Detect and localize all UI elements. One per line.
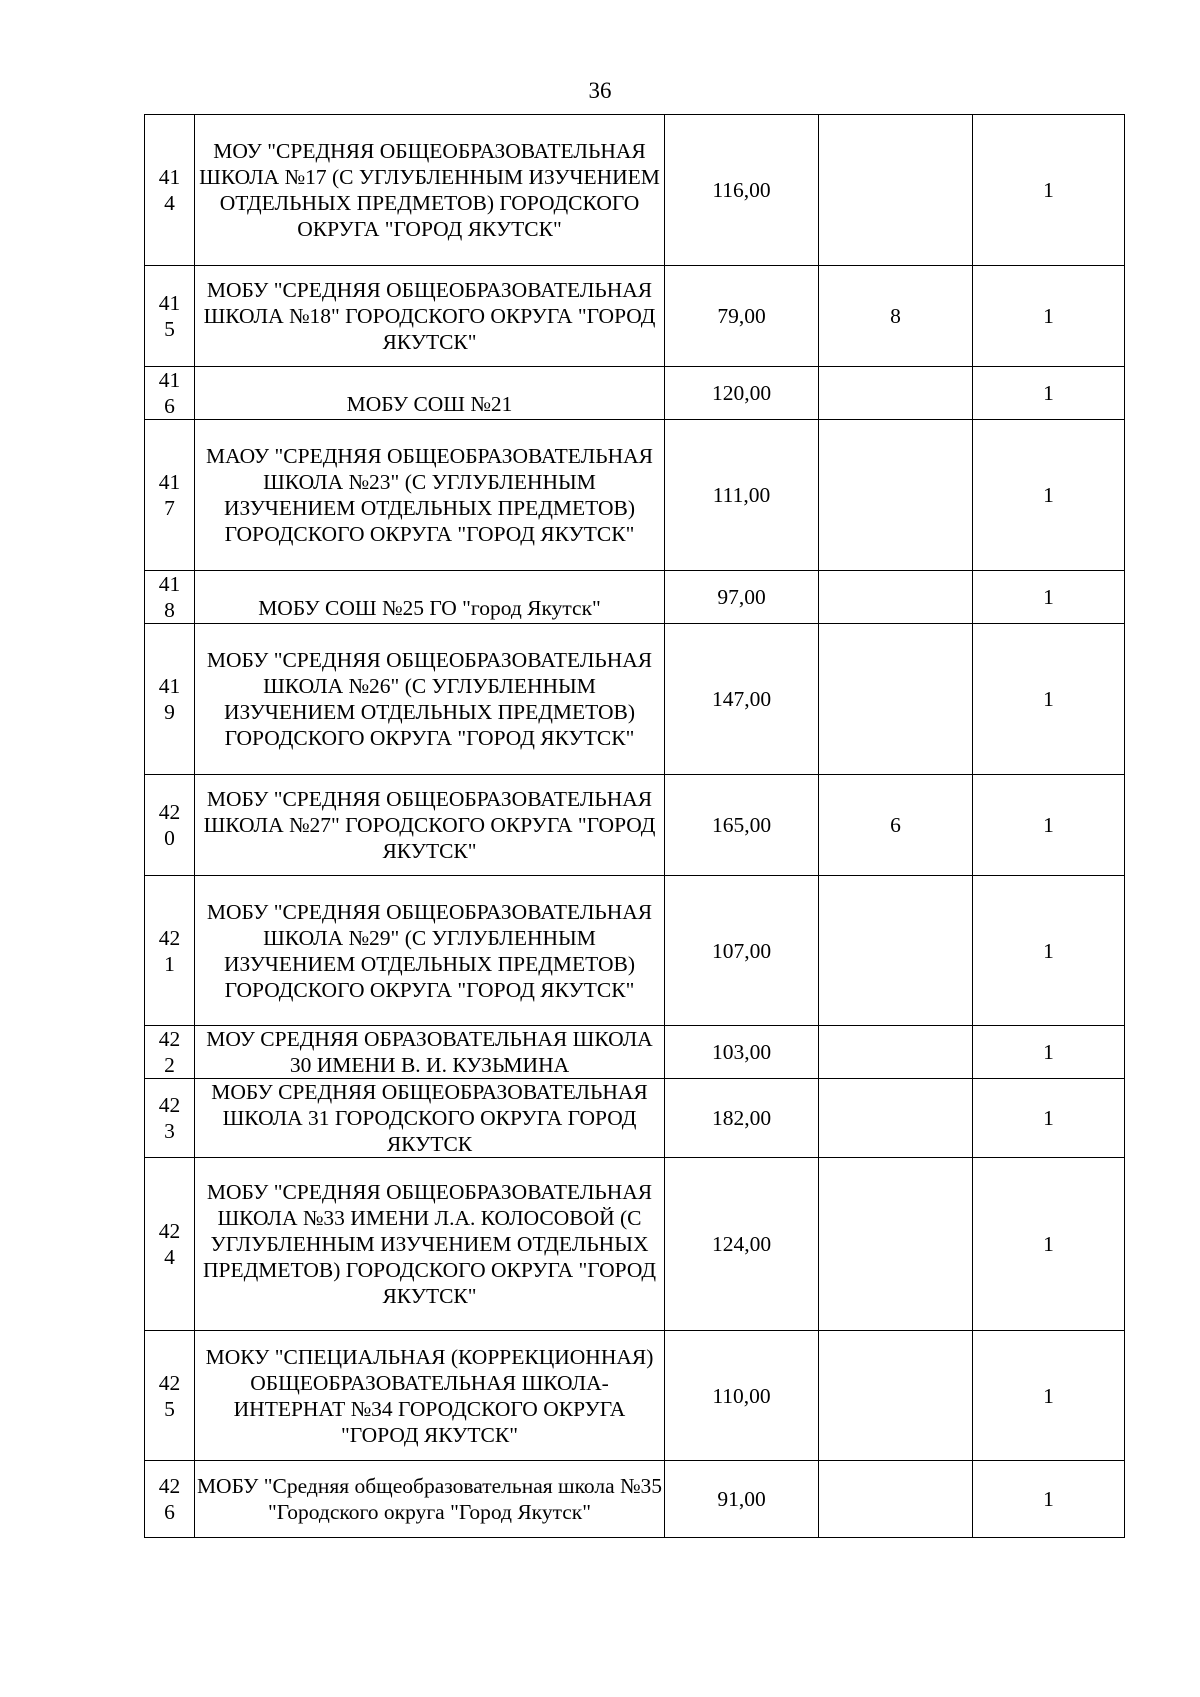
count-value: 1	[973, 1158, 1125, 1331]
table-row	[145, 1158, 1125, 1331]
area-value: 116,00	[665, 115, 819, 266]
extra-value: 6	[819, 775, 973, 876]
table-row	[145, 775, 1125, 876]
page-number: 36	[588, 78, 612, 103]
school-name: МОУ СРЕДНЯЯ ОБРАЗОВАТЕЛЬНАЯ ШКОЛА 30 ИМЕНИ В. И. КУЗЬМИНА	[195, 1026, 665, 1079]
area-value: 107,00	[665, 876, 819, 1026]
count-value: 1	[973, 571, 1125, 624]
table-row	[145, 266, 1125, 367]
count-value: 1	[973, 266, 1125, 367]
area-value: 97,00	[665, 571, 819, 624]
area-value: 147,00	[665, 624, 819, 775]
count-value: 1	[973, 775, 1125, 876]
row-number: 41 6	[145, 367, 195, 420]
row-number: 42 4	[145, 1158, 195, 1331]
school-name: МОБУ "СРЕДНЯЯ ОБЩЕОБРАЗОВАТЕЛЬНАЯ ШКОЛА №18" ГОРОДСКОГО ОКРУГА "ГОРОД ЯКУТСК"	[195, 266, 665, 367]
row-number: 42 5	[145, 1331, 195, 1461]
area-value: 124,00	[665, 1158, 819, 1331]
area-value: 110,00	[665, 1331, 819, 1461]
school-name: МОБУ СОШ №21	[195, 367, 665, 420]
table-row	[145, 876, 1125, 1026]
school-name: МОБУ "СРЕДНЯЯ ОБЩЕОБРАЗОВАТЕЛЬНАЯ ШКОЛА №29" (С УГЛУБЛЕННЫМ ИЗУЧЕНИЕМ ОТДЕЛЬНЫХ ПРЕДМЕТОВ) ГОРОДСКОГО ОКРУГА "ГОРОД ЯКУТСК"	[195, 876, 665, 1026]
count-value: 1	[973, 115, 1125, 266]
extra-value	[819, 1331, 973, 1461]
extra-value	[819, 420, 973, 571]
table-row	[145, 1331, 1125, 1461]
schools-table	[144, 114, 1125, 1538]
count-value: 1	[973, 1461, 1125, 1538]
table-row	[145, 420, 1125, 571]
extra-value: 8	[819, 266, 973, 367]
extra-value	[819, 1026, 973, 1079]
count-value: 1	[973, 1079, 1125, 1158]
school-name: МОБУ СОШ №25 ГО "город Якутск"	[195, 571, 665, 624]
extra-value	[819, 624, 973, 775]
row-number: 41 4	[145, 115, 195, 266]
row-number: 42 3	[145, 1079, 195, 1158]
area-value: 120,00	[665, 367, 819, 420]
row-number: 41 9	[145, 624, 195, 775]
count-value: 1	[973, 420, 1125, 571]
extra-value	[819, 115, 973, 266]
row-number: 42 1	[145, 876, 195, 1026]
row-number: 42 0	[145, 775, 195, 876]
count-value: 1	[973, 1026, 1125, 1079]
area-value: 79,00	[665, 266, 819, 367]
table-row	[145, 571, 1125, 624]
area-value: 182,00	[665, 1079, 819, 1158]
count-value: 1	[973, 624, 1125, 775]
school-name: МОБУ "Средняя общеобразовательная школа №35 "Городского округа "Город Якутск"	[195, 1461, 665, 1538]
count-value: 1	[973, 876, 1125, 1026]
count-value: 1	[973, 1331, 1125, 1461]
row-number: 41 8	[145, 571, 195, 624]
table-row	[145, 367, 1125, 420]
school-name: МАОУ "СРЕДНЯЯ ОБЩЕОБРАЗОВАТЕЛЬНАЯ ШКОЛА №23" (С УГЛУБЛЕННЫМ ИЗУЧЕНИЕМ ОТДЕЛЬНЫХ ПРЕДМЕТОВ) ГОРОДСКОГО ОКРУГА "ГОРОД ЯКУТСК"	[195, 420, 665, 571]
table-row	[145, 1026, 1125, 1079]
table-row	[145, 1079, 1125, 1158]
table-row	[145, 624, 1125, 775]
row-number: 42 6	[145, 1461, 195, 1538]
extra-value	[819, 1158, 973, 1331]
row-number: 41 5	[145, 266, 195, 367]
area-value: 91,00	[665, 1461, 819, 1538]
area-value: 111,00	[665, 420, 819, 571]
school-name: МОБУ СРЕДНЯЯ ОБЩЕОБРАЗОВАТЕЛЬНАЯ ШКОЛА 31 ГОРОДСКОГО ОКРУГА ГОРОД ЯКУТСК	[195, 1079, 665, 1158]
row-number: 41 7	[145, 420, 195, 571]
school-name: МОКУ "СПЕЦИАЛЬНАЯ (КОРРЕКЦИОННАЯ) ОБЩЕОБРАЗОВАТЕЛЬНАЯ ШКОЛА-ИНТЕРНАТ №34 ГОРОДСКОГО ОКРУГА "ГОРОД ЯКУТСК"	[195, 1331, 665, 1461]
school-name: МОУ "СРЕДНЯЯ ОБЩЕОБРАЗОВАТЕЛЬНАЯ ШКОЛА №17 (С УГЛУБЛЕННЫМ ИЗУЧЕНИЕМ ОТДЕЛЬНЫХ ПРЕДМЕТОВ) ГОРОДСКОГО ОКРУГА "ГОРОД ЯКУТСК"	[195, 115, 665, 266]
table-row	[145, 1461, 1125, 1538]
table-row	[145, 115, 1125, 266]
extra-value	[819, 367, 973, 420]
extra-value	[819, 571, 973, 624]
school-name: МОБУ "СРЕДНЯЯ ОБЩЕОБРАЗОВАТЕЛЬНАЯ ШКОЛА №26" (С УГЛУБЛЕННЫМ ИЗУЧЕНИЕМ ОТДЕЛЬНЫХ ПРЕДМЕТОВ) ГОРОДСКОГО ОКРУГА "ГОРОД ЯКУТСК"	[195, 624, 665, 775]
extra-value	[819, 1461, 973, 1538]
extra-value	[819, 876, 973, 1026]
extra-value	[819, 1079, 973, 1158]
school-name: МОБУ "СРЕДНЯЯ ОБЩЕОБРАЗОВАТЕЛЬНАЯ ШКОЛА №33 ИМЕНИ Л.А. КОЛОСОВОЙ (С УГЛУБЛЕННЫМ ИЗУЧЕНИЕМ ОТДЕЛЬНЫХ ПРЕДМЕТОВ) ГОРОДСКОГО ОКРУГА "ГОРОД ЯКУТСК"	[195, 1158, 665, 1331]
count-value: 1	[973, 367, 1125, 420]
area-value: 103,00	[665, 1026, 819, 1079]
school-name: МОБУ "СРЕДНЯЯ ОБЩЕОБРАЗОВАТЕЛЬНАЯ ШКОЛА №27" ГОРОДСКОГО ОКРУГА "ГОРОД ЯКУТСК"	[195, 775, 665, 876]
row-number: 42 2	[145, 1026, 195, 1079]
area-value: 165,00	[665, 775, 819, 876]
